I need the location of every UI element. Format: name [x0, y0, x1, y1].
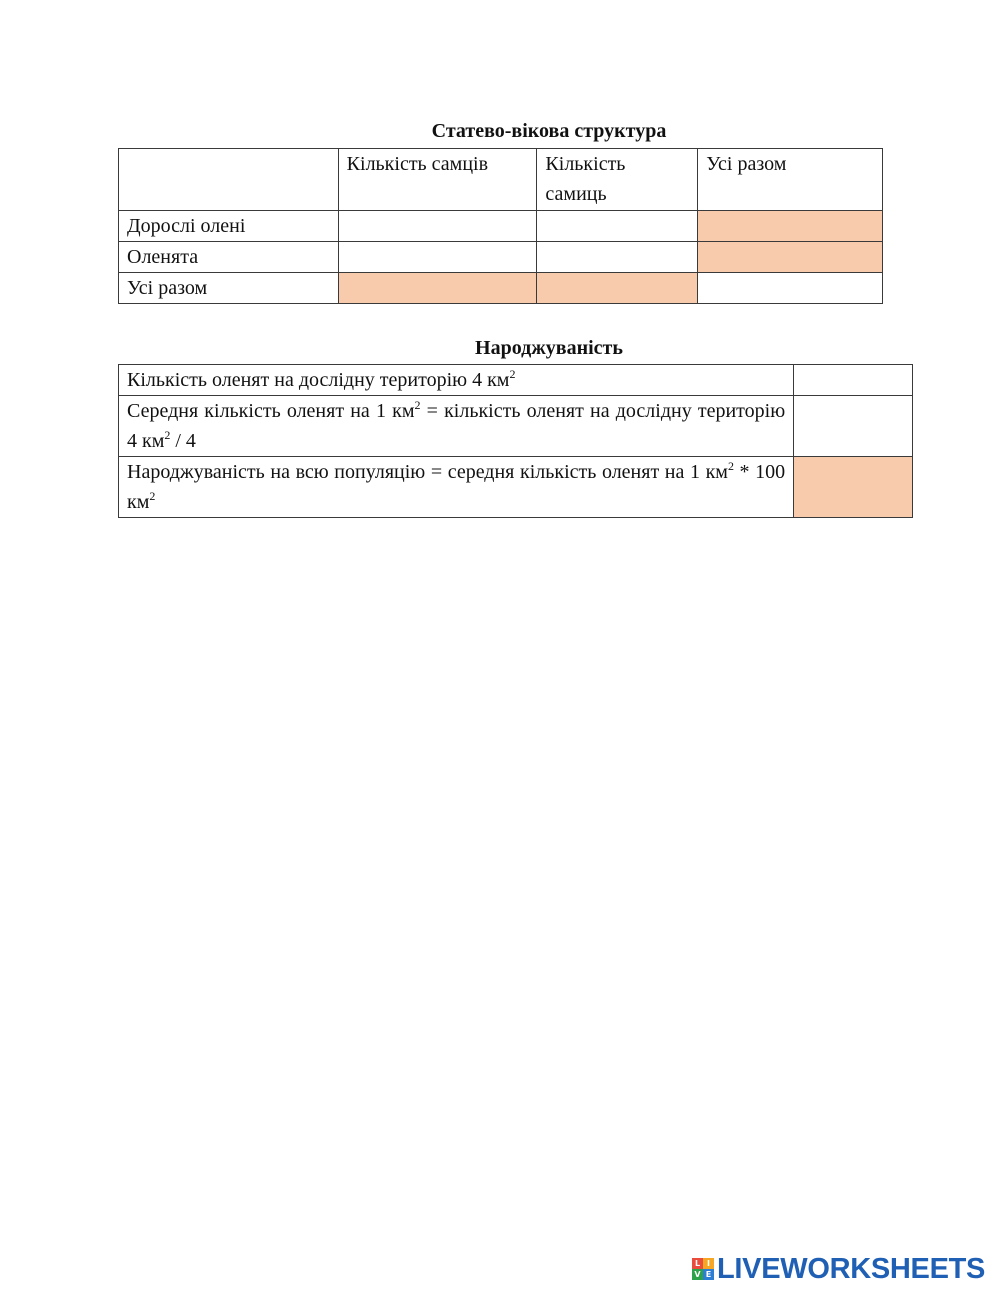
- answer-cell-grand-total: [698, 273, 883, 304]
- logo-mark-tile: L: [692, 1258, 703, 1269]
- table-row: [119, 365, 913, 396]
- header-cell-empty: [119, 149, 339, 211]
- birthrate-question-1: Кількість оленят на дослідну територію 4 $км^2$: [119, 365, 794, 396]
- logo-mark-tile: V: [692, 1269, 703, 1280]
- row-label-fawns: Оленята: [119, 242, 339, 273]
- liveworksheets-logo: [692, 1254, 985, 1284]
- logo-mark-icon: [692, 1258, 714, 1280]
- birthrate-question-3: Народжуваність на всю популяцію = середня кількість оленят на 1 $км^2 * 100$ $км^2$: [119, 457, 794, 518]
- section-title-birthrate: Народжуваність: [475, 337, 623, 359]
- answer-cell-population-birthrate[interactable]: [794, 457, 913, 518]
- logo-text: LIVEWORKSHEETS: [717, 1253, 986, 1285]
- table-row: [119, 457, 913, 518]
- answer-cell-fawn-total[interactable]: [698, 242, 883, 273]
- table-row-fawns: [119, 242, 883, 273]
- row-label-total: Усі разом: [119, 273, 339, 304]
- answer-cell-fawn-males[interactable]: [338, 242, 537, 273]
- header-cell-males: Кількість самців: [338, 149, 537, 211]
- answer-cell-adult-males[interactable]: [338, 211, 537, 242]
- row-label-adults: Дорослі олені: [119, 211, 339, 242]
- header-cell-total: Усі разом: [698, 149, 883, 211]
- answer-cell-adult-total[interactable]: [698, 211, 883, 242]
- answer-cell-adult-females[interactable]: [537, 211, 698, 242]
- table-row: [119, 396, 913, 457]
- answer-cell-total-females[interactable]: [537, 273, 698, 304]
- logo-mark-tile: E: [703, 1269, 714, 1280]
- table-row-adults: [119, 211, 883, 242]
- section-title-structure: Статево-вікова структура: [431, 120, 667, 142]
- answer-cell-total-males[interactable]: [338, 273, 537, 304]
- answer-cell-average-per-km2[interactable]: [794, 396, 913, 457]
- sex-age-structure-table: [118, 148, 883, 304]
- header-cell-females: Кількість самиць: [537, 149, 698, 211]
- table-header-row: [119, 149, 883, 211]
- birthrate-question-2: Середня кількість оленят на 1 $км^2$ = кількість оленят на дослідну територію 4 $км^2 / 4$: [119, 396, 794, 457]
- table-row-total: [119, 273, 883, 304]
- birthrate-table: [118, 364, 913, 518]
- logo-mark-tile: I: [703, 1258, 714, 1269]
- answer-cell-fawn-females[interactable]: [537, 242, 698, 273]
- answer-cell-fawns-count[interactable]: [794, 365, 913, 396]
